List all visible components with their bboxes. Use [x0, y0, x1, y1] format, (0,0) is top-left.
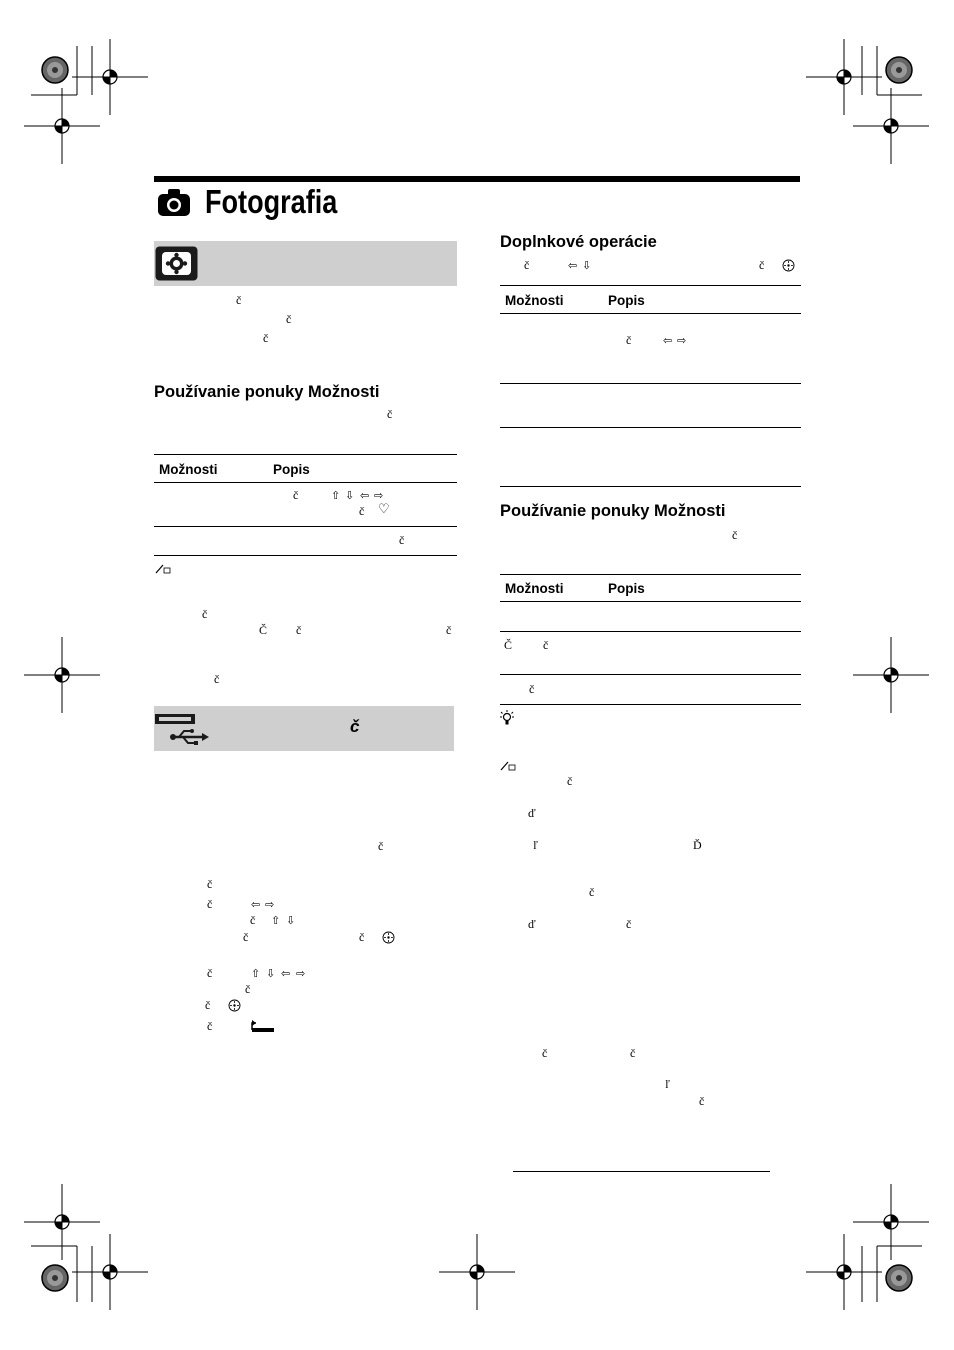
glyph: Ď	[693, 838, 702, 852]
arrow-right-icon: ⇨	[265, 898, 275, 911]
table-rule	[500, 486, 801, 487]
glyph: č	[626, 917, 632, 931]
glyph: č	[399, 533, 405, 547]
glyph: č	[626, 333, 632, 347]
arrow-up-icon: ⇧	[331, 489, 341, 502]
glyph: č	[524, 258, 530, 272]
glyph: č	[263, 331, 269, 345]
arrow-left-icon: ⇦	[281, 967, 291, 980]
glyph: ď	[528, 917, 536, 931]
arrow-left-icon: ⇦	[360, 489, 370, 502]
table-rule	[154, 482, 457, 483]
glyph: č	[207, 877, 213, 891]
arrow-down-icon: ⇩	[345, 489, 355, 502]
table-rule	[154, 526, 457, 527]
glyph: č	[699, 1094, 705, 1108]
glyph: č	[759, 258, 765, 272]
glyph: č	[378, 839, 384, 853]
glyph: č	[245, 982, 251, 996]
table-rule	[500, 704, 801, 705]
glyph: č	[359, 504, 365, 518]
glyph: č	[359, 930, 365, 944]
glyph: č	[296, 623, 302, 637]
table-rule	[500, 574, 801, 575]
glyph: ľ	[665, 1077, 670, 1091]
glyph: č	[589, 885, 595, 899]
table-header-options: Možnosti	[505, 293, 564, 308]
glyph: Č	[504, 638, 513, 652]
glyph: č	[214, 672, 220, 686]
glyph: č	[567, 774, 573, 788]
footer-rule	[513, 1171, 770, 1172]
heart-icon: ♡	[378, 502, 390, 517]
glyph: č	[529, 682, 535, 696]
glyph: č	[293, 488, 299, 502]
tip-lightbulb-icon	[500, 710, 514, 726]
table-rule	[500, 383, 801, 384]
table-header-options: Možnosti	[505, 581, 564, 596]
note-pencil-icon	[500, 761, 516, 771]
table-header-description: Popis	[608, 293, 645, 308]
glyph: č	[243, 930, 249, 944]
return-button-icon	[250, 1020, 276, 1034]
arrow-up-icon: ⇧	[251, 967, 261, 980]
glyph: č	[542, 1046, 548, 1060]
table-header-description: Popis	[608, 581, 645, 596]
title-rule	[154, 176, 800, 182]
table-rule	[500, 674, 801, 675]
glyph: č	[207, 1019, 213, 1033]
glyph: č	[732, 528, 738, 542]
glyph: č	[205, 998, 211, 1012]
table-header-description: Popis	[273, 462, 310, 477]
usb-banner-glyph: č	[350, 717, 360, 736]
enter-button-icon	[782, 259, 795, 272]
arrow-left-icon: ⇦	[568, 259, 578, 272]
table-header-options: Možnosti	[159, 462, 218, 477]
arrow-right-icon: ⇨	[677, 334, 687, 347]
camera-icon	[157, 188, 191, 218]
photo-banner	[154, 241, 457, 286]
table-rule	[500, 427, 801, 428]
glyph: č	[207, 897, 213, 911]
enter-button-icon	[228, 999, 241, 1012]
arrow-up-icon: ⇧	[271, 914, 281, 927]
arrow-right-icon: ⇨	[296, 967, 306, 980]
table-rule	[154, 454, 457, 455]
options-heading-left: Používanie ponuky Možnosti	[154, 383, 380, 401]
glyph: ď	[528, 806, 536, 820]
table-rule	[154, 555, 457, 556]
arrow-down-icon: ⇩	[286, 914, 296, 927]
glyph: č	[207, 966, 213, 980]
note-pencil-icon	[155, 564, 171, 574]
options-heading-right: Používanie ponuky Možnosti	[500, 502, 726, 520]
glyph: č	[446, 623, 452, 637]
arrow-right-icon: ⇨	[374, 489, 384, 502]
glyph: č	[630, 1046, 636, 1060]
usb-icon	[155, 712, 209, 746]
glyph: č	[250, 913, 256, 927]
glyph: č	[543, 638, 549, 652]
arrow-left-icon: ⇦	[663, 334, 673, 347]
table-rule	[500, 631, 801, 632]
extra-operations-heading: Doplnkové operácie	[500, 233, 657, 251]
table-rule	[500, 285, 801, 286]
glyph: č	[286, 312, 292, 326]
arrow-left-icon: ⇦	[251, 898, 261, 911]
glyph: č	[202, 607, 208, 621]
glyph: Č	[259, 623, 268, 637]
glyph: ľ	[533, 838, 538, 852]
table-rule	[500, 601, 801, 602]
page-title: Fotografia	[205, 183, 338, 220]
photo-settings-icon	[155, 246, 198, 281]
table-rule	[500, 313, 801, 314]
arrow-down-icon: ⇩	[582, 259, 592, 272]
enter-button-icon	[382, 931, 395, 944]
arrow-down-icon: ⇩	[266, 967, 276, 980]
glyph: č	[387, 407, 393, 421]
glyph: č	[236, 293, 242, 307]
